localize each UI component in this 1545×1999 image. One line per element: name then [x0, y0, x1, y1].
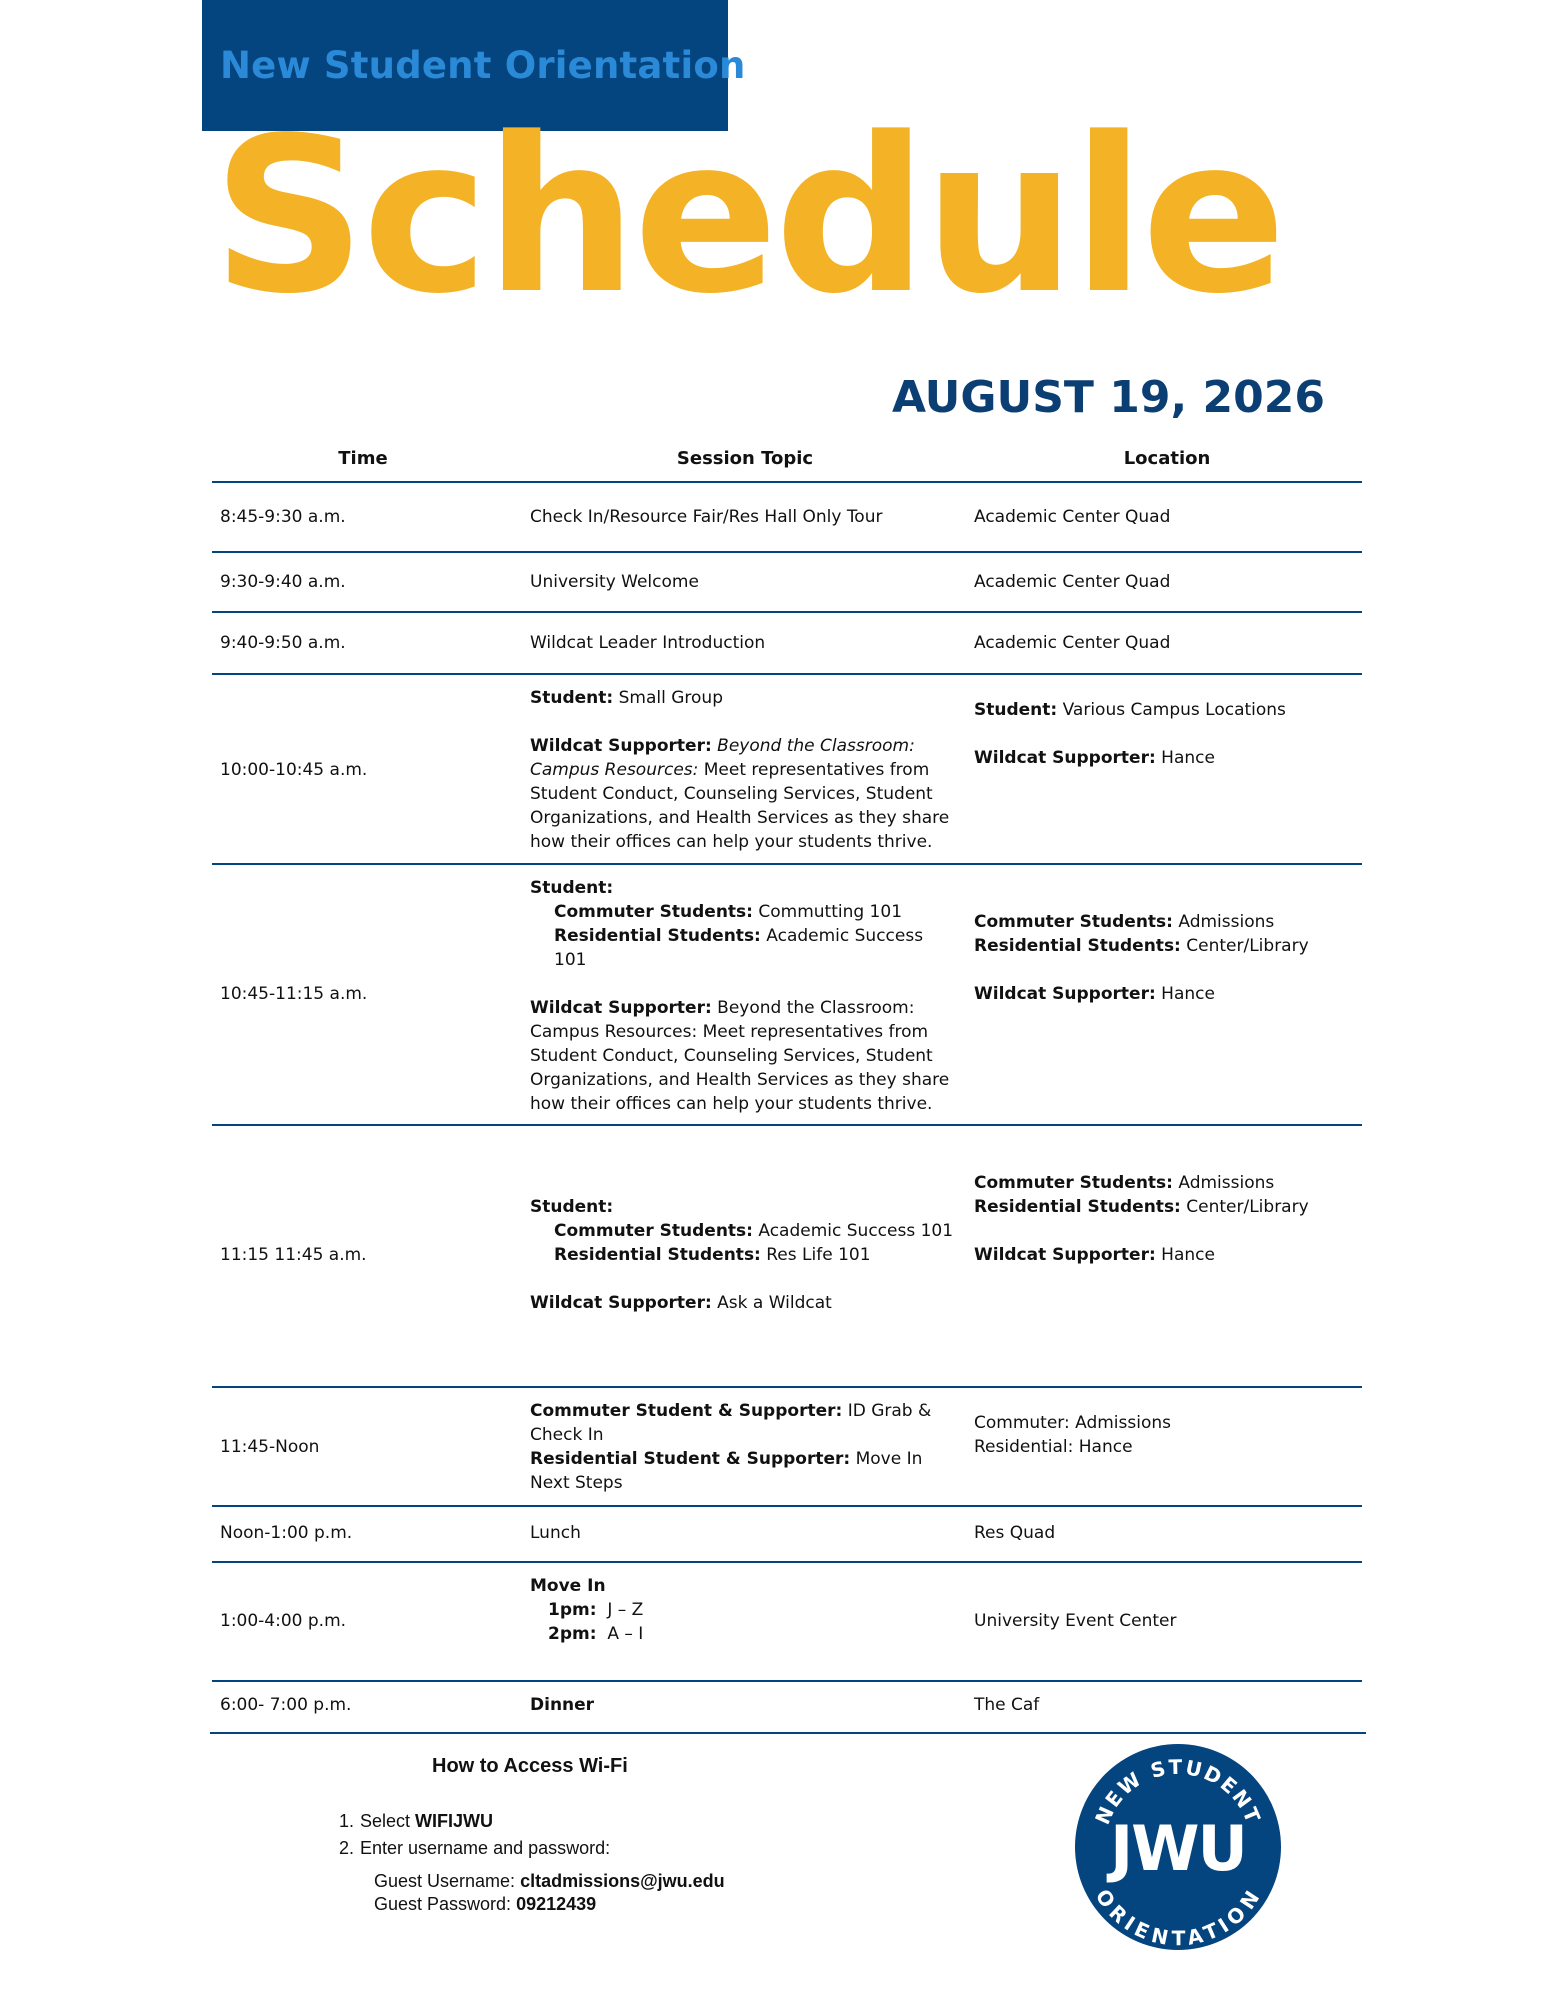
row-location — [974, 1171, 1354, 1267]
table-rule — [212, 1561, 1362, 1563]
step-text: Enter username and password: — [360, 1838, 611, 1858]
event-date: AUGUST 19, 2026 — [891, 372, 1325, 423]
location-label: Wildcat Supporter: — [974, 748, 1156, 768]
row-time: 10:00-10:45 a.m. — [220, 760, 368, 780]
row-time: 9:40-9:50 a.m. — [220, 633, 346, 653]
location-label: Residential Students: — [974, 936, 1181, 956]
table-rule — [212, 1124, 1362, 1126]
location-label: Wildcat Supporter: — [974, 984, 1156, 1004]
row-location: Res Quad — [974, 1523, 1056, 1543]
topic-label: 2pm: — [548, 1624, 597, 1644]
topic-label: Student: — [530, 688, 614, 708]
location-label: Student: — [974, 700, 1058, 720]
row-topic — [530, 686, 960, 854]
wifi-steps — [334, 1808, 610, 1862]
wifi-step — [334, 1808, 610, 1835]
topic-text: Ask a Wildcat — [711, 1293, 832, 1313]
guest-credentials — [374, 1870, 725, 1916]
location-label: Residential Students: — [974, 1197, 1181, 1217]
topic-label: Student: — [530, 1197, 614, 1217]
topic-label: Student: — [530, 878, 614, 898]
table-rule — [212, 673, 1362, 675]
table-rule — [212, 551, 1362, 553]
topic-label: Residential Students: — [554, 1245, 761, 1265]
username-label: Guest Username: — [374, 1871, 521, 1891]
topic-text: Res Life 101 — [760, 1245, 871, 1265]
topic-text: Academic Success 101 — [554, 926, 924, 970]
wifi-title: How to Access Wi-Fi — [432, 1755, 628, 1777]
row-location — [974, 698, 1354, 770]
location-label: Commuter Students: — [974, 1173, 1173, 1193]
row-time: 6:00- 7:00 p.m. — [220, 1695, 352, 1715]
row-topic: University Welcome — [530, 572, 699, 592]
banner-title: New Student Orientation — [220, 44, 746, 87]
topic-label: Commuter Students: — [554, 902, 753, 922]
row-topic: Wildcat Leader Introduction — [530, 633, 766, 653]
guest-username: cltadmissions@jwu.edu — [520, 1871, 725, 1891]
seal-bottom-text: ORIENTATION — [1090, 1884, 1266, 1951]
topic-label: Commuter Student & Supporter: — [530, 1401, 843, 1421]
row-topic — [530, 1399, 960, 1495]
topic-label: Residential Student & Supporter: — [530, 1449, 851, 1469]
topic-label: Wildcat Supporter: — [530, 998, 712, 1018]
row-topic: Dinner — [530, 1695, 595, 1715]
row-time: 8:45-9:30 a.m. — [220, 507, 346, 527]
row-location: The Caf — [974, 1695, 1040, 1715]
row-topic — [530, 876, 960, 1116]
column-header-location: Location — [1123, 448, 1211, 469]
row-time: 10:45-11:15 a.m. — [220, 984, 368, 1004]
location-text: Various Campus Locations — [1057, 700, 1286, 720]
topic-italic-text: Beyond the Classroom: Campus Resources: — [530, 736, 915, 780]
table-rule — [210, 1732, 1366, 1734]
location-text: Center/Library — [1180, 1197, 1309, 1217]
row-location: Academic Center Quad — [974, 633, 1171, 653]
location-text: Admissions — [1172, 1173, 1275, 1193]
topic-label: Wildcat Supporter: — [530, 1293, 712, 1313]
row-time: 11:15 11:45 a.m. — [220, 1245, 367, 1265]
row-location — [974, 1411, 1354, 1459]
location-text: Residential: Hance — [974, 1437, 1133, 1457]
row-topic — [530, 1195, 960, 1315]
topic-text: A – I — [596, 1624, 644, 1644]
guest-password: 09212439 — [516, 1894, 597, 1914]
topic-label: Move In — [530, 1576, 606, 1596]
step-number: 2. — [338, 1838, 354, 1858]
row-location: University Event Center — [974, 1611, 1177, 1631]
topic-text: Meet representatives from Student Conduct, Counseling Services, Student Organizations, and Health Services as they share how their offices can help your students thrive. — [530, 760, 950, 852]
row-location — [974, 910, 1354, 1006]
wifi-network-name: WIFIJWU — [415, 1811, 494, 1831]
row-time: 11:45-Noon — [220, 1437, 320, 1457]
location-label: Wildcat Supporter: — [974, 1245, 1156, 1265]
row-time: 9:30-9:40 a.m. — [220, 572, 346, 592]
location-text: Hance — [1155, 748, 1215, 768]
topic-text: Beyond the Classroom: Campus Resources: Meet representatives from Student Conduct, Counseling Services, Student Organizations, and Health Services as they share how their offices can help your students thrive. — [530, 998, 950, 1114]
location-text: Admissions — [1172, 912, 1275, 932]
topic-label: Residential Students: — [554, 926, 761, 946]
location-text: Commuter: Admissions — [974, 1413, 1171, 1433]
seal-top-text: NEW STUDENT — [1090, 1754, 1266, 1828]
location-text: Center/Library — [1180, 936, 1309, 956]
step-number: 1. — [338, 1811, 354, 1831]
password-label: Guest Password: — [374, 1894, 517, 1914]
table-rule — [212, 1505, 1362, 1507]
row-topic — [530, 1574, 960, 1646]
row-time: 1:00-4:00 p.m. — [220, 1611, 347, 1631]
row-location: Academic Center Quad — [974, 507, 1171, 527]
seal-center-text: JWU — [1110, 1812, 1246, 1885]
row-topic: Check In/Resource Fair/Res Hall Only Tour — [530, 507, 883, 527]
location-label: Commuter Students: — [974, 912, 1173, 932]
wifi-step — [334, 1835, 610, 1862]
location-text: Hance — [1155, 1245, 1215, 1265]
column-header-topic: Session Topic — [676, 448, 814, 469]
topic-text: Small Group — [613, 688, 723, 708]
topic-text: Move In Next Steps — [530, 1449, 923, 1493]
table-rule — [212, 863, 1362, 865]
table-rule — [212, 611, 1362, 613]
topic-label: 1pm: — [548, 1600, 597, 1620]
row-location: Academic Center Quad — [974, 572, 1171, 592]
jwu-orientation-seal-logo — [1073, 1742, 1283, 1952]
row-topic: Lunch — [530, 1523, 581, 1543]
row-time: Noon-1:00 p.m. — [220, 1523, 353, 1543]
step-text: Select — [360, 1811, 416, 1831]
topic-text: J – Z — [596, 1600, 644, 1620]
topic-label: Commuter Students: — [554, 1221, 753, 1241]
topic-text: Commutting 101 — [752, 902, 903, 922]
topic-text: Academic Success 101 — [752, 1221, 954, 1241]
location-text: Hance — [1155, 984, 1215, 1004]
table-rule — [212, 481, 1362, 483]
page-title: Schedule — [212, 92, 1283, 341]
topic-text: ID Grab & Check In — [530, 1401, 932, 1445]
table-rule — [212, 1386, 1362, 1388]
table-rule — [212, 1680, 1362, 1682]
topic-label: Wildcat Supporter: — [530, 736, 712, 756]
column-header-time: Time — [338, 448, 388, 469]
